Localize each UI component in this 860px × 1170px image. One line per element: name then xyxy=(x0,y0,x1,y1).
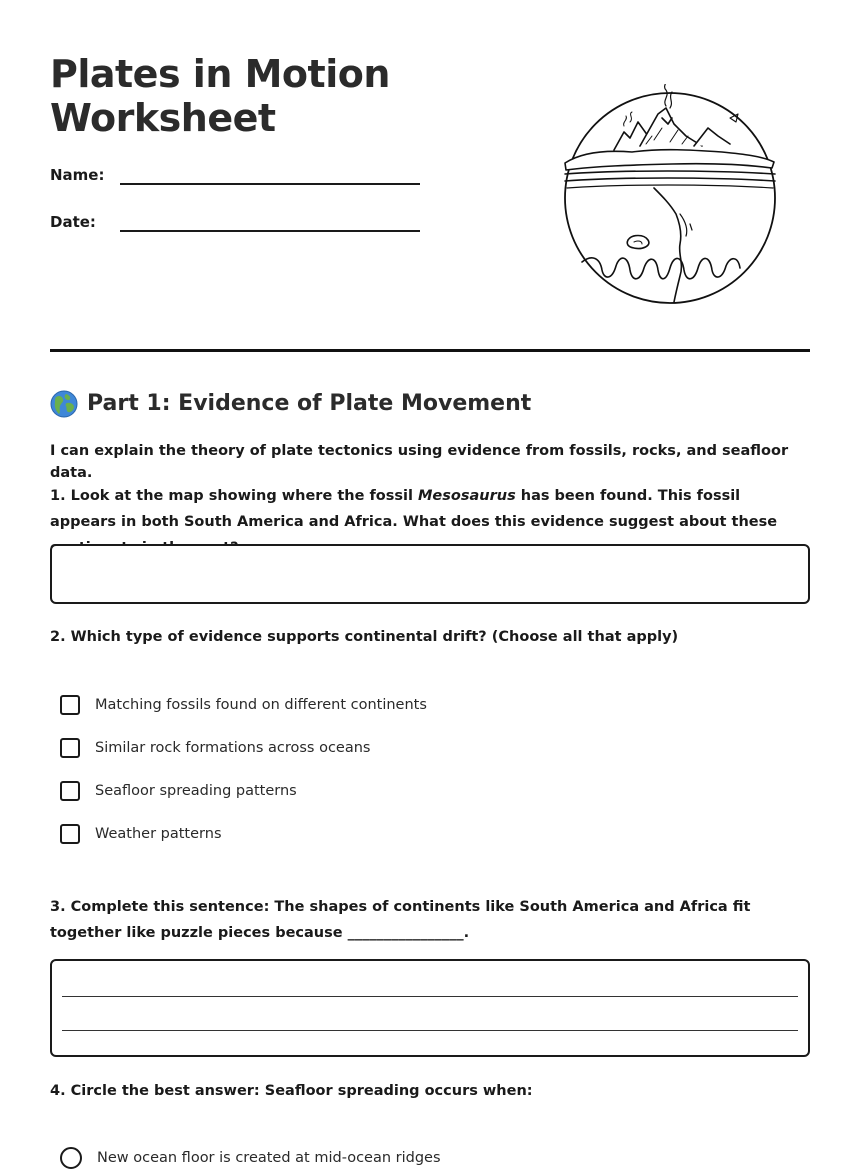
name-label: Name: xyxy=(50,166,105,184)
globe-icon xyxy=(50,390,78,418)
section-divider xyxy=(50,349,810,352)
question-1-prefix: 1. Look at the map showing where the fossil xyxy=(50,488,418,504)
learning-objective: I can explain the theory of plate tectonics using evidence from fossils, rocks, and seafloor data. xyxy=(50,443,789,481)
part1-heading-text: Part 1: Evidence of Plate Movement xyxy=(87,391,532,416)
date-field-row xyxy=(50,212,430,242)
q2-option-label: Weather patterns xyxy=(95,826,222,842)
part1-heading xyxy=(50,389,531,419)
name-field-row xyxy=(50,165,430,195)
question-4: 4. Circle the best answer: Seafloor spreading occurs when: xyxy=(50,1083,533,1099)
q4-option[interactable] xyxy=(60,1146,441,1170)
q4-option-label: New ocean floor is created at mid-ocean ridges xyxy=(97,1150,441,1166)
q2-option-checkbox[interactable] xyxy=(60,738,80,758)
date-field[interactable] xyxy=(120,230,420,232)
question-3-answer-box[interactable] xyxy=(50,959,810,1057)
date-label: Date: xyxy=(50,213,96,231)
q2-option[interactable] xyxy=(60,736,370,760)
question-1-suffix: has been found. This fossil appears in both South America and Africa. What does this evidence suggest about these xyxy=(50,488,778,530)
question-1-answer-box[interactable] xyxy=(50,544,810,604)
plate-tectonics-illustration xyxy=(562,84,780,306)
answer-line xyxy=(62,996,798,997)
q4-option-radio[interactable] xyxy=(60,1147,82,1169)
q2-option[interactable] xyxy=(60,779,297,803)
name-field[interactable] xyxy=(120,183,420,185)
q2-option[interactable] xyxy=(60,822,222,846)
worksheet-title: Plates in Motion Worksheet xyxy=(50,52,390,140)
question-3: 3. Complete this sentence: The shapes of continents like South America and Africa fit together like puzzle pieces because ________________. xyxy=(50,899,751,941)
question-1-fossil-name: Mesosaurus xyxy=(418,488,516,504)
q2-option-label: Seafloor spreading patterns xyxy=(95,783,297,799)
q2-option[interactable] xyxy=(60,693,427,717)
q2-option-checkbox[interactable] xyxy=(60,824,80,844)
q2-option-label: Similar rock formations across oceans xyxy=(95,740,371,756)
q2-option-label: Matching fossils found on different continents xyxy=(95,697,427,713)
q2-option-checkbox[interactable] xyxy=(60,781,80,801)
answer-line xyxy=(62,1030,798,1031)
q2-option-checkbox[interactable] xyxy=(60,695,80,715)
question-2: 2. Which type of evidence supports continental drift? (Choose all that apply) xyxy=(50,629,679,645)
